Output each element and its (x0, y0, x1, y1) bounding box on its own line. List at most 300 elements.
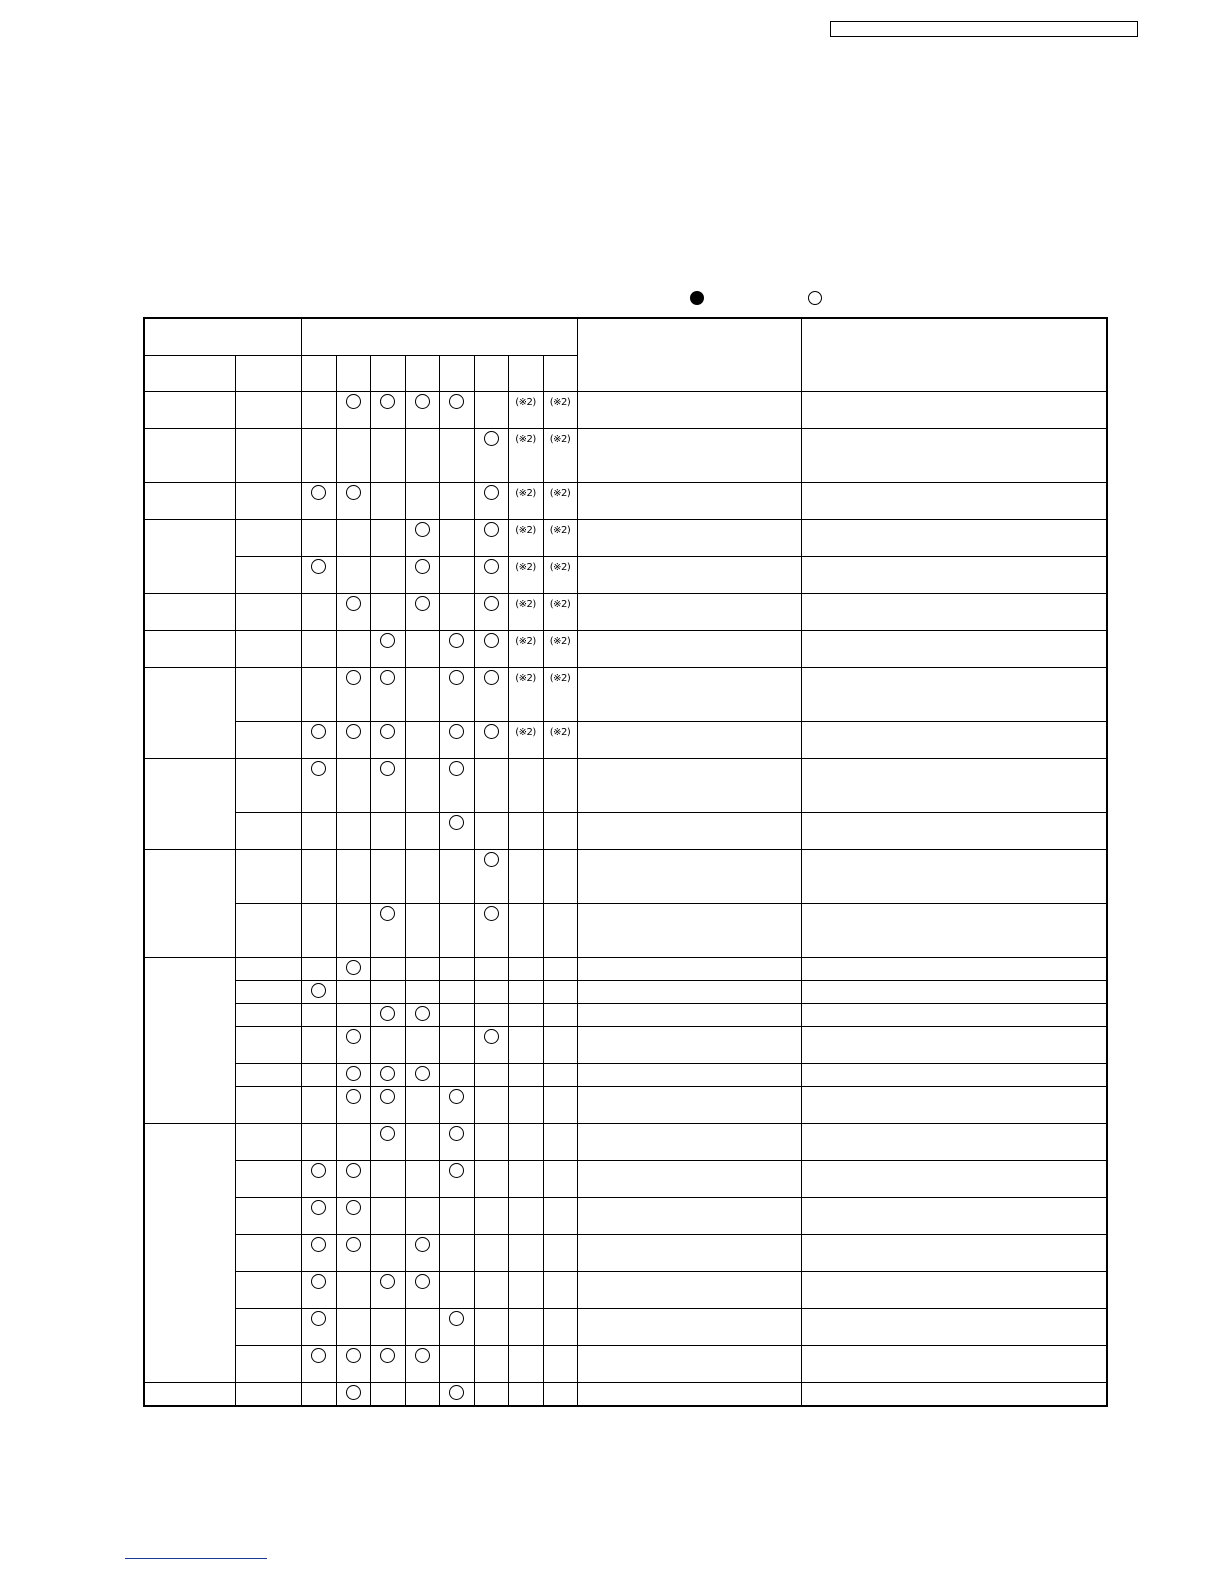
table-row (144, 667, 1107, 721)
indicator-cell (508, 1003, 543, 1026)
indicator-cell (336, 593, 370, 630)
indicator-cell (405, 1123, 439, 1160)
description-cell (577, 721, 801, 758)
indicator-cell (336, 519, 370, 556)
remarks-cell (801, 1086, 1107, 1123)
remarks-cell (801, 556, 1107, 593)
indicator-cell (336, 980, 370, 1003)
indicator-cell (439, 1086, 474, 1123)
indicator-cell (336, 1234, 370, 1271)
open-circle-icon (346, 670, 361, 685)
indicator-cell (370, 1234, 405, 1271)
header-cell-category (144, 318, 301, 355)
indicator-cell (370, 758, 405, 812)
indicator-cell (543, 556, 577, 593)
note-mark: (※2) (515, 561, 536, 573)
table-row (144, 428, 1107, 482)
indicator-cell (370, 667, 405, 721)
open-circle-icon (380, 633, 395, 648)
indicator-cell (439, 1026, 474, 1063)
open-circle-icon (415, 596, 430, 611)
indicator-cell (370, 957, 405, 980)
open-circle-icon (449, 1163, 464, 1178)
open-circle-icon (380, 670, 395, 685)
indicator-cell (336, 391, 370, 428)
open-circle-icon (449, 815, 464, 830)
open-circle-icon (346, 1200, 361, 1215)
table-row (144, 1160, 1107, 1197)
open-circle-icon (415, 1237, 430, 1252)
indicator-cell (439, 1308, 474, 1345)
note-mark: (※2) (549, 726, 571, 738)
open-circle-icon (415, 394, 430, 409)
table-row (144, 556, 1107, 593)
indicator-cell (405, 1086, 439, 1123)
open-circle-icon (346, 485, 361, 500)
indicator-cell (405, 1234, 439, 1271)
footer-link-underline[interactable] (125, 1558, 267, 1559)
indicator-cell (439, 482, 474, 519)
indicator-cell (508, 482, 543, 519)
indicator-cell (336, 1345, 370, 1382)
indicator-cell (336, 758, 370, 812)
subheader-cell (144, 355, 235, 391)
indicator-cell (301, 758, 336, 812)
indicator-cell (439, 758, 474, 812)
indicator-cell (439, 1345, 474, 1382)
indicator-cell (336, 482, 370, 519)
remarks-cell (801, 391, 1107, 428)
subcategory-cell (235, 1382, 301, 1406)
indicator-cell (370, 1026, 405, 1063)
table-row (144, 758, 1107, 812)
open-circle-icon (449, 1126, 464, 1141)
indicator-cell (336, 667, 370, 721)
indicator-cell (439, 721, 474, 758)
indicator-cell (336, 1026, 370, 1063)
indicator-cell (370, 519, 405, 556)
open-circle-icon (449, 1089, 464, 1104)
indicator-cell (405, 1197, 439, 1234)
indicator-cell (474, 1382, 508, 1406)
subcategory-cell (235, 630, 301, 667)
table-row (144, 593, 1107, 630)
indicator-cell (301, 428, 336, 482)
description-cell (577, 1271, 801, 1308)
indicator-cell (301, 630, 336, 667)
remarks-cell (801, 1197, 1107, 1234)
indicator-cell (301, 1197, 336, 1234)
indicator-cell (474, 667, 508, 721)
remarks-cell (801, 957, 1107, 980)
indicator-cell (405, 482, 439, 519)
remarks-cell (801, 1271, 1107, 1308)
indicator-cell (336, 1382, 370, 1406)
indicator-cell (301, 1234, 336, 1271)
indicator-cell (439, 556, 474, 593)
indicator-cell (439, 428, 474, 482)
indicator-cell (370, 980, 405, 1003)
table-row (144, 1003, 1107, 1026)
subheader-cell (370, 355, 405, 391)
indicator-cell (370, 812, 405, 849)
note-mark: (※2) (515, 635, 536, 647)
subcategory-cell (235, 1271, 301, 1308)
indicator-cell (405, 957, 439, 980)
indicator-cell (474, 957, 508, 980)
indicator-cell (301, 482, 336, 519)
indicator-cell (474, 519, 508, 556)
remarks-cell (801, 1382, 1107, 1406)
indicator-cell (336, 630, 370, 667)
indicator-cell (370, 556, 405, 593)
indicator-cell (370, 630, 405, 667)
open-circle-icon (415, 1006, 430, 1021)
indicator-cell (301, 903, 336, 957)
description-cell (577, 1003, 801, 1026)
indicator-cell (370, 1345, 405, 1382)
indicator-cell (301, 667, 336, 721)
open-circle-icon (346, 1089, 361, 1104)
indicator-cell (508, 391, 543, 428)
indicator-cell (439, 667, 474, 721)
indicator-cell (543, 1086, 577, 1123)
indicator-cell (405, 519, 439, 556)
indicator-cell (474, 980, 508, 1003)
description-cell (577, 630, 801, 667)
indicator-cell (474, 812, 508, 849)
description-cell (577, 1308, 801, 1345)
indicator-cell (508, 1123, 543, 1160)
open-circle-icon (449, 633, 464, 648)
open-circle-icon (484, 559, 499, 574)
open-circle-icon (449, 1311, 464, 1326)
remarks-cell (801, 980, 1107, 1003)
open-circle-icon (311, 1274, 326, 1289)
remarks-cell (801, 1160, 1107, 1197)
indicator-cell (405, 980, 439, 1003)
category-cell (144, 957, 235, 1123)
open-circle-icon (484, 906, 499, 921)
indicator-cell (474, 1234, 508, 1271)
remarks-cell (801, 1123, 1107, 1160)
indicator-cell (508, 980, 543, 1003)
indicator-cell (439, 980, 474, 1003)
table-row (144, 721, 1107, 758)
open-circle-icon (346, 1348, 361, 1363)
subcategory-cell (235, 1234, 301, 1271)
open-circle-icon (484, 633, 499, 648)
indicator-cell (543, 667, 577, 721)
indicator-cell (301, 1086, 336, 1123)
indicator-cell (405, 556, 439, 593)
indicator-cell (370, 1160, 405, 1197)
open-circle-icon (346, 596, 361, 611)
description-cell (577, 1026, 801, 1063)
indicator-cell (301, 519, 336, 556)
indicator-cell (543, 1345, 577, 1382)
table-row (144, 630, 1107, 667)
note-mark: (※2) (549, 433, 571, 445)
header-cell-indicators (301, 318, 577, 355)
open-circle-icon (311, 559, 326, 574)
open-circle-icon (449, 670, 464, 685)
open-circle-icon (346, 1029, 361, 1044)
indicator-cell (439, 1123, 474, 1160)
header-cell-remarks (801, 318, 1107, 391)
remarks-cell (801, 519, 1107, 556)
description-cell (577, 1197, 801, 1234)
subcategory-cell (235, 1345, 301, 1382)
indicator-cell (508, 428, 543, 482)
indicator-cell (439, 849, 474, 903)
remarks-cell (801, 721, 1107, 758)
subcategory-cell (235, 980, 301, 1003)
indicator-cell (474, 758, 508, 812)
indicator-cell (508, 812, 543, 849)
diagnosis-table (143, 317, 1108, 1407)
remarks-cell (801, 1345, 1107, 1382)
indicator-cell (508, 519, 543, 556)
indicator-cell (474, 1086, 508, 1123)
description-cell (577, 1160, 801, 1197)
indicator-cell (336, 721, 370, 758)
subcategory-cell (235, 482, 301, 519)
subheader-cell (336, 355, 370, 391)
indicator-cell (439, 903, 474, 957)
indicator-cell (336, 957, 370, 980)
subcategory-cell (235, 428, 301, 482)
open-circle-icon (311, 724, 326, 739)
subcategory-cell (235, 903, 301, 957)
indicator-cell (301, 1063, 336, 1086)
indicator-cell (439, 1003, 474, 1026)
remarks-cell (801, 1003, 1107, 1026)
open-circle-icon (484, 485, 499, 500)
indicator-cell (336, 1308, 370, 1345)
indicator-cell (543, 1160, 577, 1197)
indicator-cell (474, 1308, 508, 1345)
indicator-cell (474, 849, 508, 903)
indicator-cell (543, 1234, 577, 1271)
open-circle-icon (484, 724, 499, 739)
subcategory-cell (235, 1123, 301, 1160)
subheader-cell (235, 355, 301, 391)
indicator-cell (439, 593, 474, 630)
remarks-cell (801, 812, 1107, 849)
indicator-cell (543, 849, 577, 903)
indicator-cell (543, 721, 577, 758)
open-circle-icon (311, 761, 326, 776)
subcategory-cell (235, 1003, 301, 1026)
remarks-cell (801, 630, 1107, 667)
open-circle-icon (380, 761, 395, 776)
indicator-cell (405, 1160, 439, 1197)
open-circle-icon (808, 291, 822, 305)
remarks-cell (801, 667, 1107, 721)
open-circle-icon (415, 1348, 430, 1363)
indicator-cell (508, 903, 543, 957)
indicator-cell (439, 519, 474, 556)
indicator-cell (336, 428, 370, 482)
indicator-cell (405, 1308, 439, 1345)
description-cell (577, 758, 801, 812)
indicator-cell (370, 1086, 405, 1123)
indicator-cell (405, 1382, 439, 1406)
description-cell (577, 593, 801, 630)
open-circle-icon (380, 1126, 395, 1141)
indicator-cell (301, 721, 336, 758)
open-circle-icon (415, 559, 430, 574)
description-cell (577, 1086, 801, 1123)
indicator-cell (301, 957, 336, 980)
indicator-cell (370, 721, 405, 758)
description-cell (577, 812, 801, 849)
open-circle-icon (311, 1163, 326, 1178)
open-circle-icon (311, 485, 326, 500)
indicator-cell (543, 957, 577, 980)
indicator-cell (474, 903, 508, 957)
indicator-cell (301, 391, 336, 428)
indicator-cell (405, 849, 439, 903)
remarks-cell (801, 903, 1107, 957)
subcategory-cell (235, 667, 301, 721)
subcategory-cell (235, 1308, 301, 1345)
category-cell (144, 758, 235, 849)
indicator-cell (405, 1063, 439, 1086)
indicator-cell (474, 1345, 508, 1382)
remarks-cell (801, 758, 1107, 812)
indicator-cell (336, 1271, 370, 1308)
indicator-cell (405, 1345, 439, 1382)
subcategory-cell (235, 849, 301, 903)
table-row (144, 1123, 1107, 1160)
indicator-cell (543, 1308, 577, 1345)
indicator-cell (508, 1271, 543, 1308)
header-cell-description (577, 318, 801, 391)
category-cell (144, 593, 235, 630)
category-cell (144, 667, 235, 758)
description-cell (577, 849, 801, 903)
subcategory-cell (235, 1160, 301, 1197)
indicator-cell (370, 1271, 405, 1308)
indicator-cell (370, 391, 405, 428)
indicator-cell (439, 1063, 474, 1086)
open-circle-icon (484, 1029, 499, 1044)
category-cell (144, 482, 235, 519)
indicator-cell (301, 812, 336, 849)
indicator-cell (405, 391, 439, 428)
indicator-cell (301, 593, 336, 630)
remarks-cell (801, 1063, 1107, 1086)
indicator-cell (474, 1197, 508, 1234)
indicator-cell (370, 849, 405, 903)
indicator-cell (543, 428, 577, 482)
indicator-cell (474, 1063, 508, 1086)
table-row (144, 1271, 1107, 1308)
indicator-cell (508, 1234, 543, 1271)
indicator-cell (508, 1160, 543, 1197)
note-mark: (※2) (515, 433, 536, 445)
indicator-cell (439, 1160, 474, 1197)
indicator-cell (439, 1197, 474, 1234)
remarks-cell (801, 593, 1107, 630)
note-mark: (※2) (515, 396, 536, 408)
indicator-cell (543, 980, 577, 1003)
indicator-cell (405, 593, 439, 630)
indicator-cell (405, 1003, 439, 1026)
indicator-cell (405, 721, 439, 758)
indicator-cell (370, 428, 405, 482)
table-row (144, 980, 1107, 1003)
indicator-cell (370, 1003, 405, 1026)
indicator-cell (508, 1308, 543, 1345)
indicator-cell (543, 812, 577, 849)
open-circle-icon (311, 1237, 326, 1252)
table-row (144, 482, 1107, 519)
indicator-cell (370, 1197, 405, 1234)
table-row (144, 1234, 1107, 1271)
remarks-cell (801, 428, 1107, 482)
subcategory-cell (235, 519, 301, 556)
note-mark: (※2) (515, 598, 536, 610)
indicator-cell (336, 849, 370, 903)
subcategory-cell (235, 391, 301, 428)
table-row (144, 1026, 1107, 1063)
open-circle-icon (484, 522, 499, 537)
indicator-cell (370, 482, 405, 519)
indicator-cell (508, 849, 543, 903)
subheader-cell (543, 355, 577, 391)
table-header-row (144, 318, 1107, 355)
description-cell (577, 957, 801, 980)
indicator-cell (508, 667, 543, 721)
indicator-cell (474, 630, 508, 667)
remarks-cell (801, 482, 1107, 519)
indicator-cell (301, 980, 336, 1003)
indicator-cell (405, 428, 439, 482)
indicator-cell (474, 1271, 508, 1308)
open-circle-icon (311, 983, 326, 998)
indicator-cell (474, 428, 508, 482)
open-circle-icon (484, 852, 499, 867)
open-circle-icon (346, 1163, 361, 1178)
subheader-cell (508, 355, 543, 391)
indicator-cell (301, 849, 336, 903)
category-cell (144, 849, 235, 957)
filled-circle-icon (690, 291, 704, 305)
subcategory-cell (235, 1197, 301, 1234)
note-mark: (※2) (515, 726, 536, 738)
indicator-cell (439, 391, 474, 428)
description-cell (577, 1382, 801, 1406)
indicator-cell (508, 1382, 543, 1406)
indicator-cell (543, 482, 577, 519)
subheader-cell (474, 355, 508, 391)
indicator-cell (301, 1308, 336, 1345)
open-circle-icon (380, 724, 395, 739)
indicator-cell (370, 1308, 405, 1345)
table-row (144, 1308, 1107, 1345)
open-circle-icon (311, 1311, 326, 1326)
open-circle-icon (346, 1066, 361, 1081)
category-cell (144, 519, 235, 593)
open-circle-icon (415, 1274, 430, 1289)
indicator-cell (474, 1160, 508, 1197)
table-row (144, 1086, 1107, 1123)
indicator-cell (370, 903, 405, 957)
note-mark: (※2) (549, 598, 571, 610)
